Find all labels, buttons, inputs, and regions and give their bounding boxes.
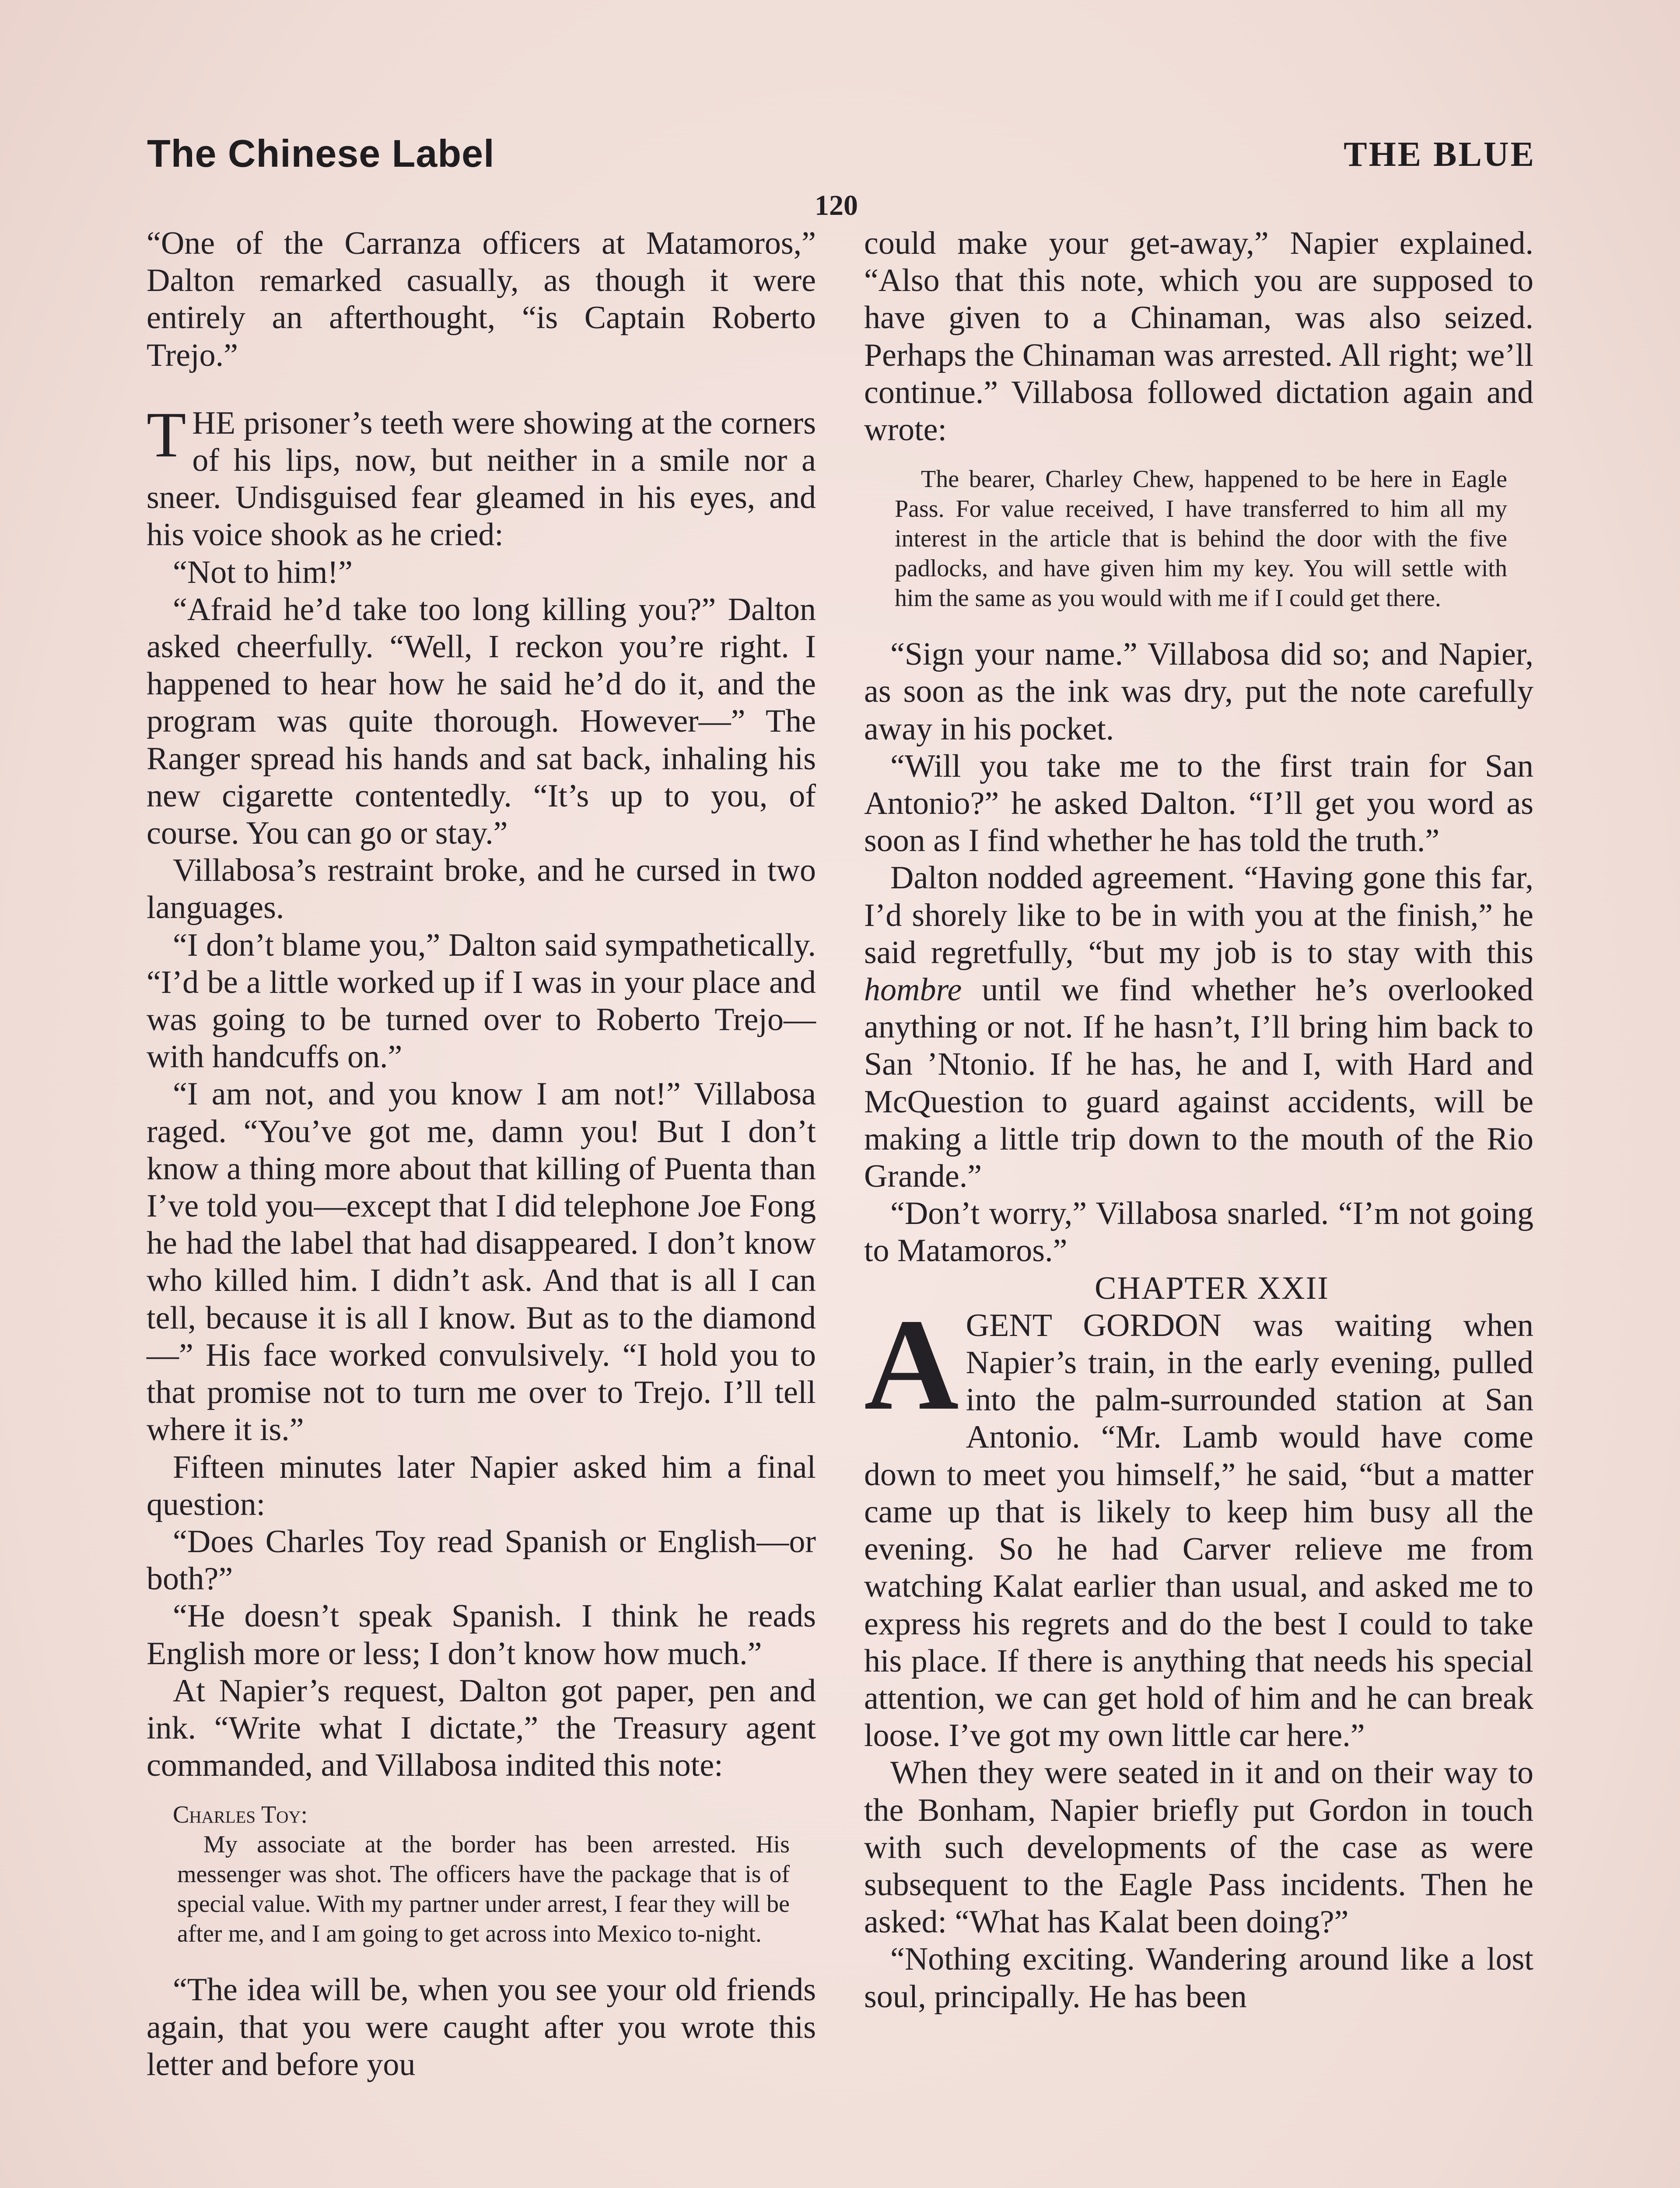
paragraph: “He doesn’t speak Spanish. I think he reads English more or less; I don’t know how much.” bbox=[147, 1598, 816, 1672]
letter-salutation: Charles Toy: bbox=[173, 1801, 308, 1829]
paragraph: “I am not, and you know I am not!” Villabosa raged. “You’ve got me, damn you! But I don’t know a thing more about that killing of Puenta than I’ve told you—except that I did telephone Joe Fong he had the label that had disappeared. I don’t know who killed him. I didn’t ask. And that is all I can tell, because it is all I know. But as to the diamond—” His face worked convulsively. “I hold you to that promise not to turn me over to Trejo. I’ll tell where it is.” bbox=[147, 1076, 816, 1448]
paragraph: “Nothing exciting. Wandering around like a lost soul, principally. He has been bbox=[864, 1941, 1533, 2015]
paragraph: When they were seated in it and on their way to the Bonham, Napier briefly put Gordon in touch with such developments of the case as were subsequent to the Eagle Pass incidents. Then he asked: “What has Kalat been doing?” bbox=[864, 1755, 1533, 1940]
letter-body: The bearer, Charley Chew, happened to be here in Eagle Pass. For value received, I have transferred to him all my interest in the article that is behind the door with the five padlocks, and have given him my key. You will settle with him the same as you would with me if I could get there. bbox=[895, 466, 1507, 612]
paragraph: “The idea will be, when you see your old friends again, that you were caught after you wrote this letter and before you bbox=[147, 1972, 816, 2083]
paragraph-text: HE prisoner’s teeth were showing at the corners of his lips, now, but neither in a smile nor a sneer. Undisguised fear gleamed in his eyes, and his voice shook as he cried: bbox=[147, 405, 816, 553]
paragraph bbox=[864, 859, 1533, 1195]
paragraph: “I don’t blame you,” Dalton said sympathetically. “I’d be a little worked up if I was in your place and was going to be turned over to Roberto Trejo—with handcuffs on.” bbox=[147, 927, 816, 1075]
paragraph: “Sign your name.” Villabosa did so; and Napier, as soon as the ink was dry, put the note carefully away in his pocket. bbox=[864, 636, 1533, 747]
paragraph: “Does Charles Toy read Spanish or English—or both?” bbox=[147, 1523, 816, 1597]
chapter-heading: CHAPTER XXII bbox=[1095, 1270, 1329, 1306]
paragraph: At Napier’s request, Dalton got paper, pen and ink. “Write what I dictate,” the Treasury agent commanded, and Villabosa indited this note: bbox=[147, 1673, 816, 1784]
paragraph-text: Dalton nodded agreement. “Having gone this far, I’d shorely like to be in with you at the finish,” he said regretfully, “but my job is to stay with this bbox=[864, 860, 1533, 971]
paragraph: “Don’t worry,” Villabosa snarled. “I’m not going to Matamoros.” bbox=[864, 1196, 1533, 1269]
paragraph: “Will you take me to the first train for San Antonio?” he asked Dalton. “I’ll get you word as soon as I find whether he has told the truth.” bbox=[864, 748, 1533, 859]
page-number: 120 bbox=[815, 189, 858, 221]
letter-body: My associate at the border has been arrested. His messenger was shot. The officers have the package that is of special value. With my partner under arrest, I fear they will be after me, and I am going to get across into Mexico to-night. bbox=[177, 1831, 790, 1948]
running-title-right: THE BLUE bbox=[1344, 135, 1536, 174]
paragraph: “Not to him!” bbox=[173, 554, 353, 590]
drop-cap: T bbox=[147, 399, 186, 471]
paragraph: could make your get-away,” Napier explained. “Also that this note, which you are supposed to have given to a Chinaman, was also seized. Perhaps the Chinaman was arrested. All right; we’ll continue.” Villabosa followed dictation again and wrote: bbox=[864, 225, 1533, 448]
paragraph-text: until we find whether he’s overlooked anything or not. If he hasn’t, I’ll bring him back to San ’Ntonio. If he has, he and I, with Hard and McQuestion to guard against accidents, will be making a little trip down to the mouth of the Rio Grande.” bbox=[864, 972, 1533, 1195]
paragraph: Villabosa’s restraint broke, and he cursed in two languages. bbox=[147, 852, 816, 926]
dropcap-paragraph bbox=[147, 399, 816, 554]
paragraph: Fifteen minutes later Napier asked him a final question: bbox=[147, 1449, 816, 1522]
paragraph: “Afraid he’d take too long killing you?” Dalton asked cheerfully. “Well, I reckon you’re right. I happened to hear how he said he’d do it, and the program was quite thorough. However—” The Ranger spread his hands and sat back, inhaling his new cigarette contentedly. “It’s up to you, of course. You can go or stay.” bbox=[147, 591, 816, 852]
drop-cap: A bbox=[864, 1291, 959, 1437]
dropcap-paragraph bbox=[864, 1291, 1533, 1754]
running-title-left: The Chinese Label bbox=[147, 132, 495, 175]
right-column bbox=[864, 225, 1533, 2016]
paragraph: “One of the Carranza officers at Matamoros,” Dalton remarked casually, as though it were entirely an afterthought, “is Captain Roberto Trejo.” bbox=[147, 225, 816, 373]
dictated-letter bbox=[895, 464, 1507, 613]
paragraph-text: GENT GORDON was waiting when Napier’s train, in the early evening, pulled into the palm-surrounded station at San Antonio. “Mr. Lamb would have come down to meet you himself,” he said, “but a matter came up that is likely to keep him busy all the evening. So he had Carver relieve me from watching Kalat earlier than usual, and asked me to express his regrets and do the best I could to take his place. If there is anything that needs his special attention, we can get hold of him and he can break loose. I’ve got my own little car here.” bbox=[864, 1307, 1533, 1754]
left-column bbox=[147, 225, 816, 2083]
dictated-letter bbox=[173, 1800, 790, 1949]
italic-word: hombre bbox=[864, 972, 962, 1008]
